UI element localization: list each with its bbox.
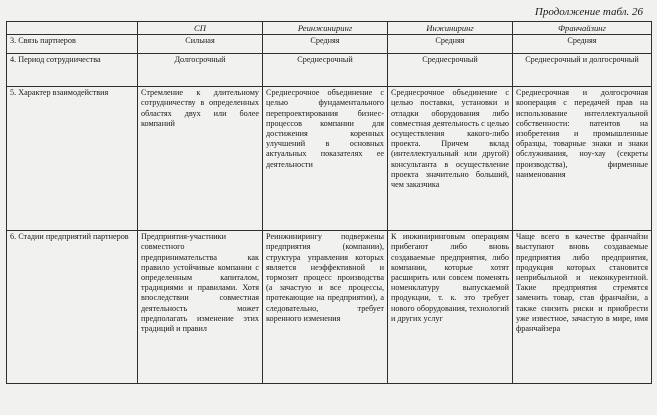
header-cell-empty (7, 22, 138, 35)
table-header-row (7, 22, 652, 35)
table-cell: Чаще всего в качестве франчайзи выступают вновь создаваемые предприятия либо предприятия, продукция которых становится неприбыльной и неконкурентной. Такие предприятия стремятся заменить товар, став франчайзи, а также снизить риски и приобрести уже известное, зачастую в мире, имя франчайзера (513, 231, 652, 384)
row-label: 3. Связь партнеров (7, 35, 138, 54)
table-row (7, 54, 652, 87)
table-cell: Средняя (388, 35, 513, 54)
table-caption: Продолжение табл. 26 (534, 6, 643, 18)
table-cell: Реинжинирингу подвержены предприятия (компании), структура управления которых является неэффективной и тормозит процесс производства (а зачастую и все процессы, протекающие на предприятии), а следовательно, требует коренного изменения (263, 231, 388, 384)
table-cell: Долгосрочный (138, 54, 263, 87)
table-cell: Среднесрочный (388, 54, 513, 87)
table-cell: Стремление к длительному сотрудничеству в определенных областях двух или более компаний (138, 87, 263, 231)
table-cell: Среднесрочный и долгосрочный (513, 54, 652, 87)
header-cell-sp: СП (138, 22, 263, 35)
table-cell: Среднесрочное объединение с целью поставки, установки и отладки оборудования либо совместная деятельность с целью осуществления какого-либо проекта. Причем вклад (интеллектуальный или другой) консультанта в осуществление проекта значительно больший, чем заказчика (388, 87, 513, 231)
header-cell-engineering: Инжиниринг (388, 22, 513, 35)
table-cell: Сильная (138, 35, 263, 54)
table-cell: Среднесрочное объединение с целью фундаментального перепроектирования бизнес-процессов компании для достижения коренных улучшений в основных актуальных показателях ее деятельности (263, 87, 388, 231)
row-label: 5. Характер взаимодействия (7, 87, 138, 231)
row-label: 6. Стадии предприятий партнеров (7, 231, 138, 384)
header-cell-reengineering: Реинжиниринг (263, 22, 388, 35)
table-row (7, 231, 652, 384)
table-cell: Средняя (513, 35, 652, 54)
table-cell: Предприятия-участники совместного предпринимательства как правило устойчивые компании с определенным капиталом, традициями и правилами. Хотя впоследствии совместная деятельность может предполагать изменение этих традиций и правил (138, 231, 263, 384)
comparison-table (6, 21, 652, 384)
table-row (7, 87, 652, 231)
table-cell: Среднесрочная и долгосрочная кооперация с передачей прав на использование интеллектуальной собственности: патентов на изобретения и промышленные образцы, товарные знаки и знаки обслуживания, ноу-хау (секреты производства), фирменные наименования (513, 87, 652, 231)
table-row (7, 35, 652, 54)
header-cell-franchising: Франчайзинг (513, 22, 652, 35)
table-cell: К инжиниринговым операциям прибегают либо вновь создаваемые предприятия, либо компании, которые хотят расширить или совсем поменять номенклатуру выпускаемой продукции, т. к. это требует нового оборудования, технологий и других услуг (388, 231, 513, 384)
table-cell: Среднесрочный (263, 54, 388, 87)
table-cell: Средняя (263, 35, 388, 54)
row-label: 4. Период сотрудничества (7, 54, 138, 87)
